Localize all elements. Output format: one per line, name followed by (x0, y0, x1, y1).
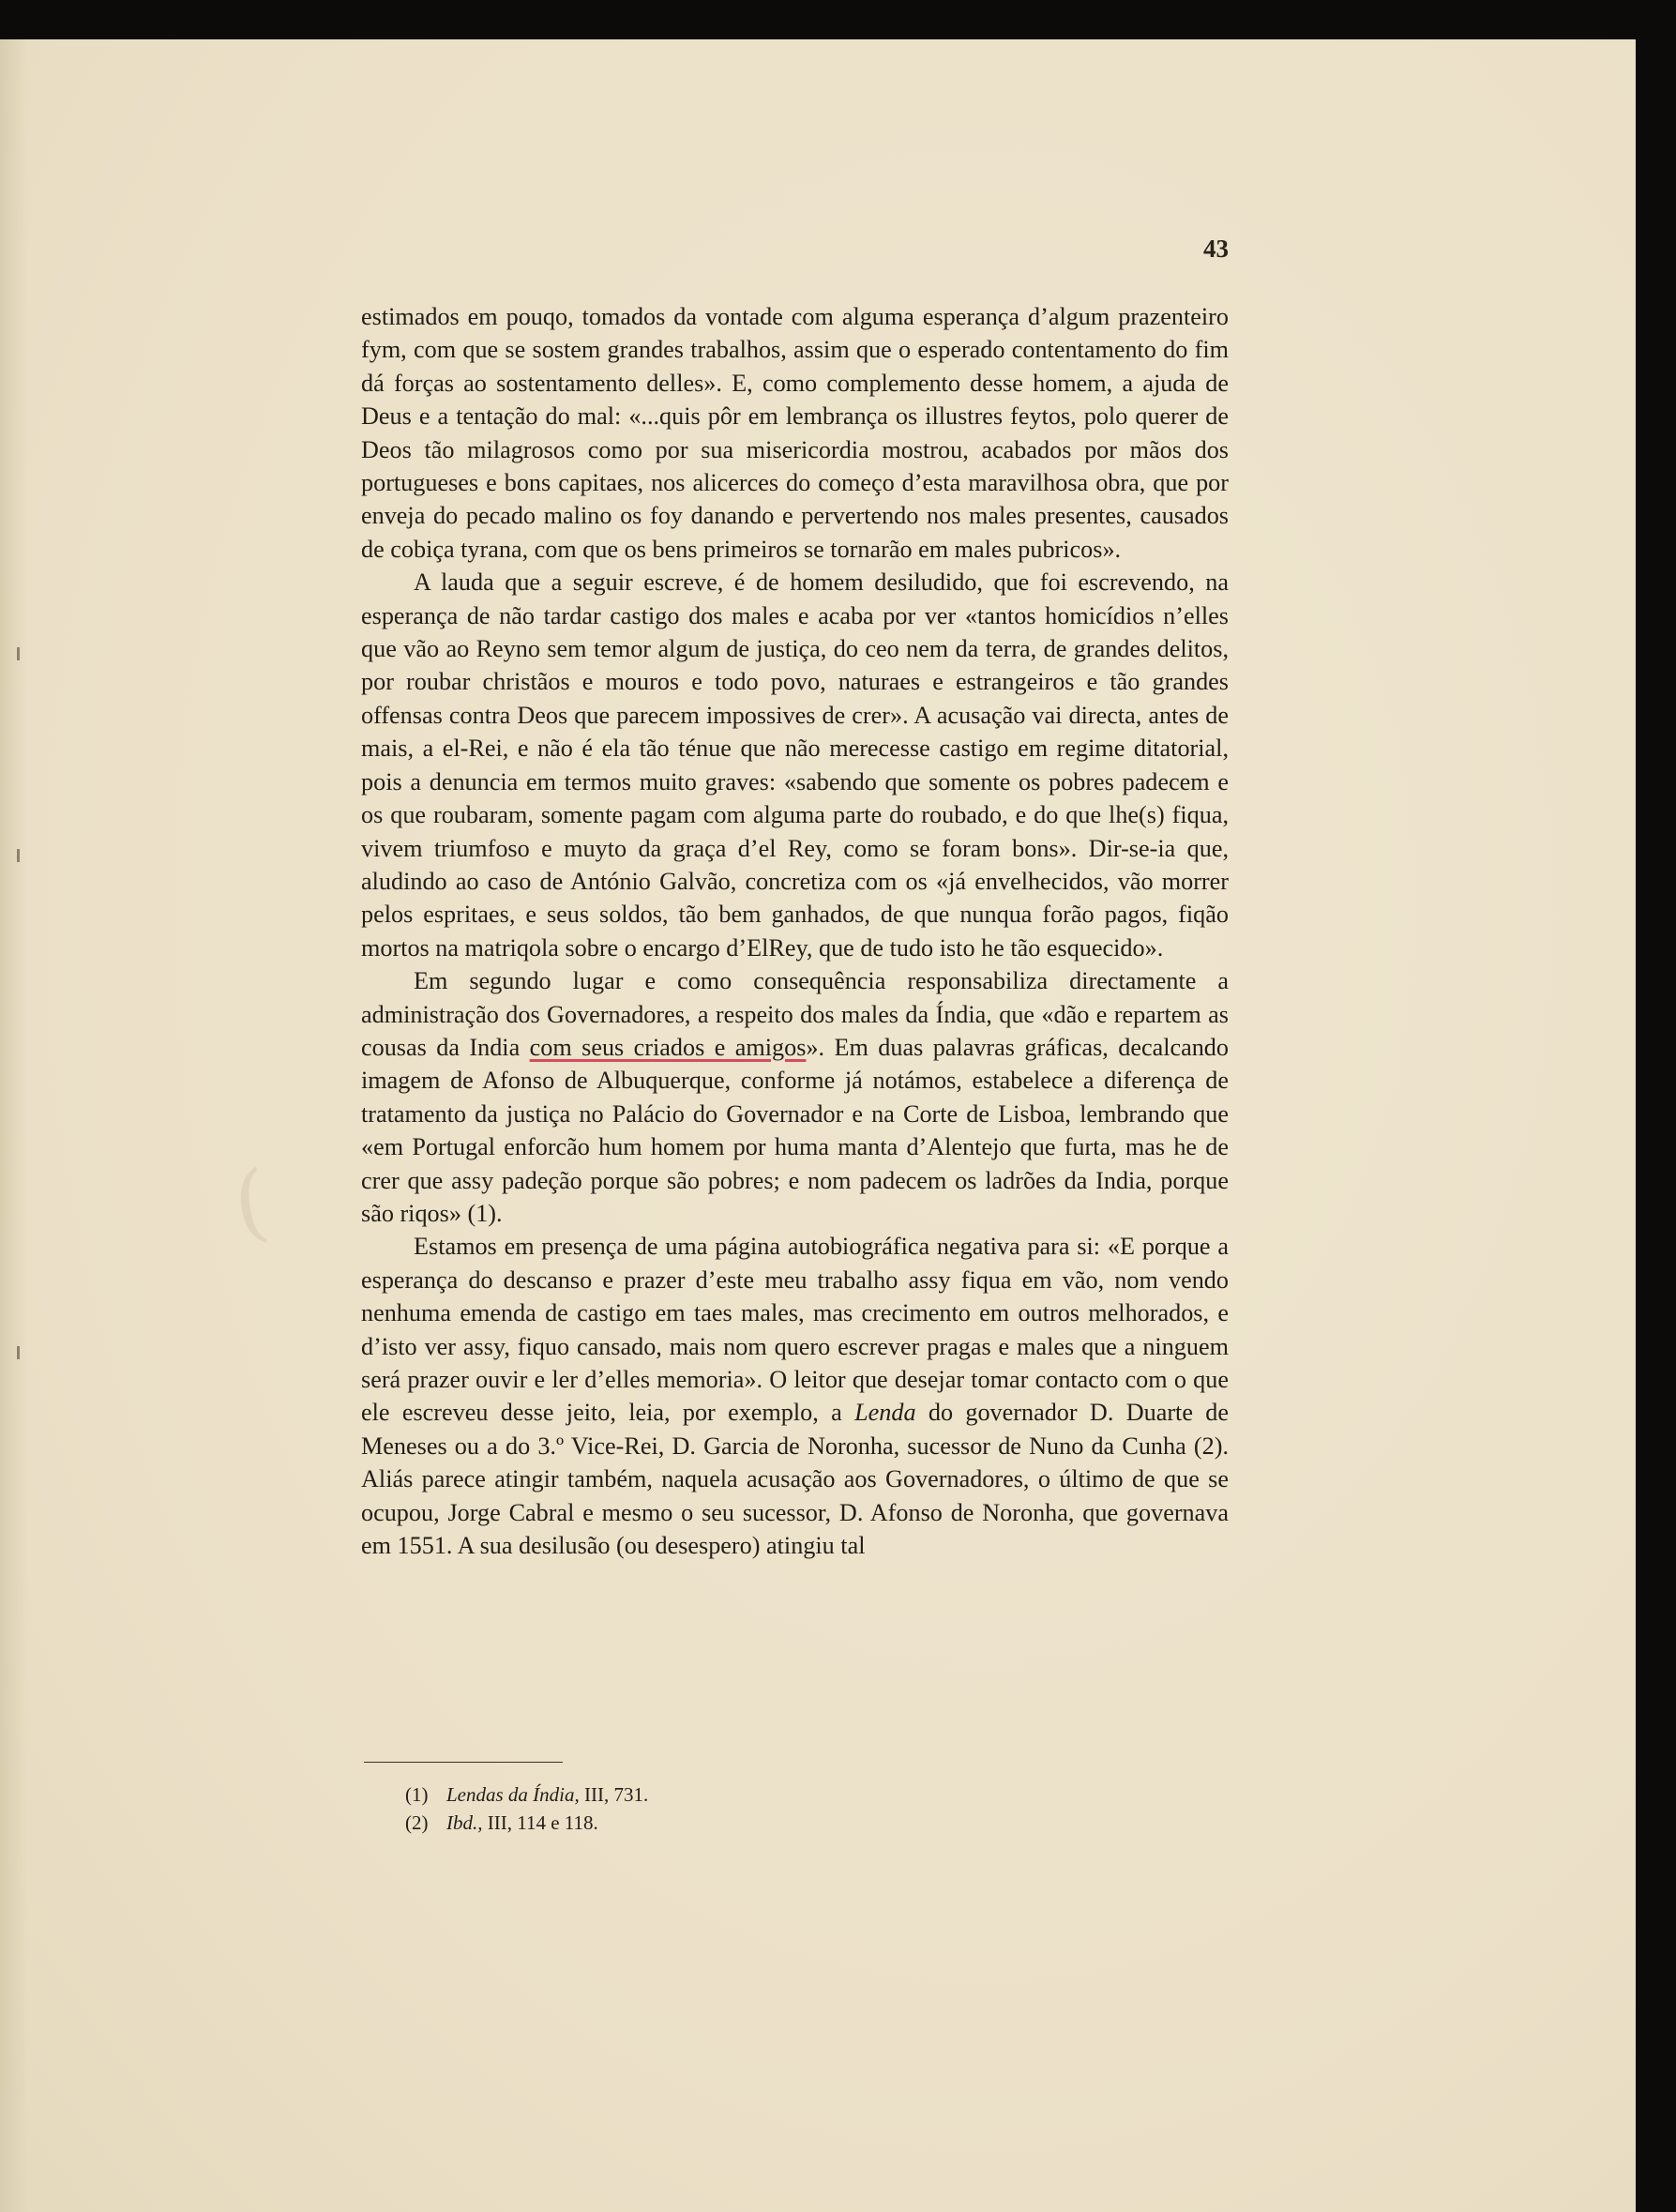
italic-text: Lenda (854, 1399, 916, 1427)
page-fold-shadow (0, 39, 28, 2212)
bleed-through-mark: ( (227, 1152, 275, 1254)
text-run: III, 114 e 118. (482, 1811, 598, 1834)
margin-pen-mark (17, 1346, 20, 1359)
text-run: III, 731. (579, 1783, 649, 1806)
footnote-divider (364, 1762, 563, 1763)
footnote-number: (1) (405, 1783, 429, 1806)
underlined-text: com seus criados e amigos (529, 1033, 807, 1061)
paragraph (361, 964, 1229, 1230)
footnote (405, 1780, 1062, 1809)
text-run: A lauda que a seguir escreve, é de homem desiludido, que foi escrevendo, na esperança de não tardar castigo dos males e acaba por ver «tantos homicídios n’elles que vão ao Reyno sem temor algum de justiça, do ceo nem da terra, de grandes delitos, por roubar christãos e mouros e todo povo, naturaes e estrangeiros e tão grandes offensas contra Deos que parecem impossives de crer». A acusação vai directa, antes de mais, a el-Rei, e não é ela tão ténue que não merecesse castigo em regime ditatorial, pois a denuncia em termos muito graves: «sabendo que somente os pobres padecem e os que roubaram, somente pagam com alguma parte do roubado, e do que lhe(s) fiqua, vivem triumfoso e muyto da graça d’el Rey, como se foram bons». Dir-se-ia que, aludindo ao caso de António Galvão, concretiza com os «já envelhecidos, vão morrer pelos espritaes, e seus soldos, tão bem ganhados, de que nunqua forão pagos, fiqão mortos na matriqola sobre o encargo d’ElRey, que de tudo isto he tão esquecido». (361, 568, 1229, 962)
paragraph (361, 300, 1229, 566)
text-run: estimados em pouqo, tomados da vontade com alguma esperança d’algum prazenteiro fym, com que se sostem grandes trabalhos, assim que o esperado contentamento do fim dá forças ao sostentamento delles». E, como complemento desse homem, a ajuda de Deus e a tentação do mal: «...quis pôr em lembrança os illustres feytos, polo querer de Deos tão milagrosos como por sua misericordia mostrou, acabados por mãos dos portugueses e bons capitaes, nos alicerces do começo d’esta maravilhosa obra, que por enveja do pecado malino os foy danando e pervertendo nos males presentes, causados de cobiça tyrana, com que os bens primeiros se tornarão em males pubricos». (361, 303, 1229, 563)
paragraph (361, 1230, 1229, 1562)
text-run: do governador D. Duarte de Meneses ou a do 3.º Vice-Rei, D. Garcia de Noronha, sucessor de Nuno da Cunha (2). Aliás parece atingir também, naquela acusação aos Governadores, o último de que se ocupou, Jorge Cabral e mesmo o seu sucessor, D. Afonso de Noronha, que governava em 1551. A sua desilusão (ou desespero) atingiu tal (361, 1399, 1229, 1560)
footnote (405, 1809, 1062, 1837)
paragraph (361, 566, 1229, 964)
text-run: Em segundo lugar e como consequência responsabiliza directamente a administração dos Governadores, a respeito dos males da Índia, que «dão e repartem as cousas da India (361, 967, 1229, 1061)
footnote-number: (2) (405, 1811, 429, 1834)
margin-pen-mark (17, 849, 20, 862)
page-number: 43 (1203, 235, 1229, 263)
text-run: ». Em duas palavras gráficas, decalcando imagem de Afonso de Albuquerque, conforme já notámos, estabelece a diferença de tratamento da justiça no Palácio do Governador e na Corte de Lisboa, lembrando que «em Portugal enforcão hum homem por huma manta d’Alentejo que furta, mas he de crer que assy padeção porque são pobres; e nom padecem os ladrões da India, porque são riqos» (1). (361, 1033, 1229, 1227)
footnotes (405, 1780, 1062, 1837)
margin-pen-mark (17, 647, 20, 660)
text-run: Estamos em presença de uma página autobiográfica negativa para si: «E porque a esperança do descanso e prazer d’este meu trabalho assy fiqua em vão, nom vendo nenhuma emenda de castigo em taes males, mas crecimento em outros melhorados, e d’isto ver assy, fiquo cansado, mais nom quero escrever pragas e males que a ninguem será prazer ouvir e ler d’elles memoria». O leitor que desejar tomar contacto com o que ele escreveu desse jeito, leia, por exemplo, a (361, 1233, 1229, 1427)
italic-text: Lendas da Índia, (446, 1783, 580, 1806)
body-text (361, 300, 1229, 1562)
italic-text: Ibd., (446, 1811, 483, 1834)
